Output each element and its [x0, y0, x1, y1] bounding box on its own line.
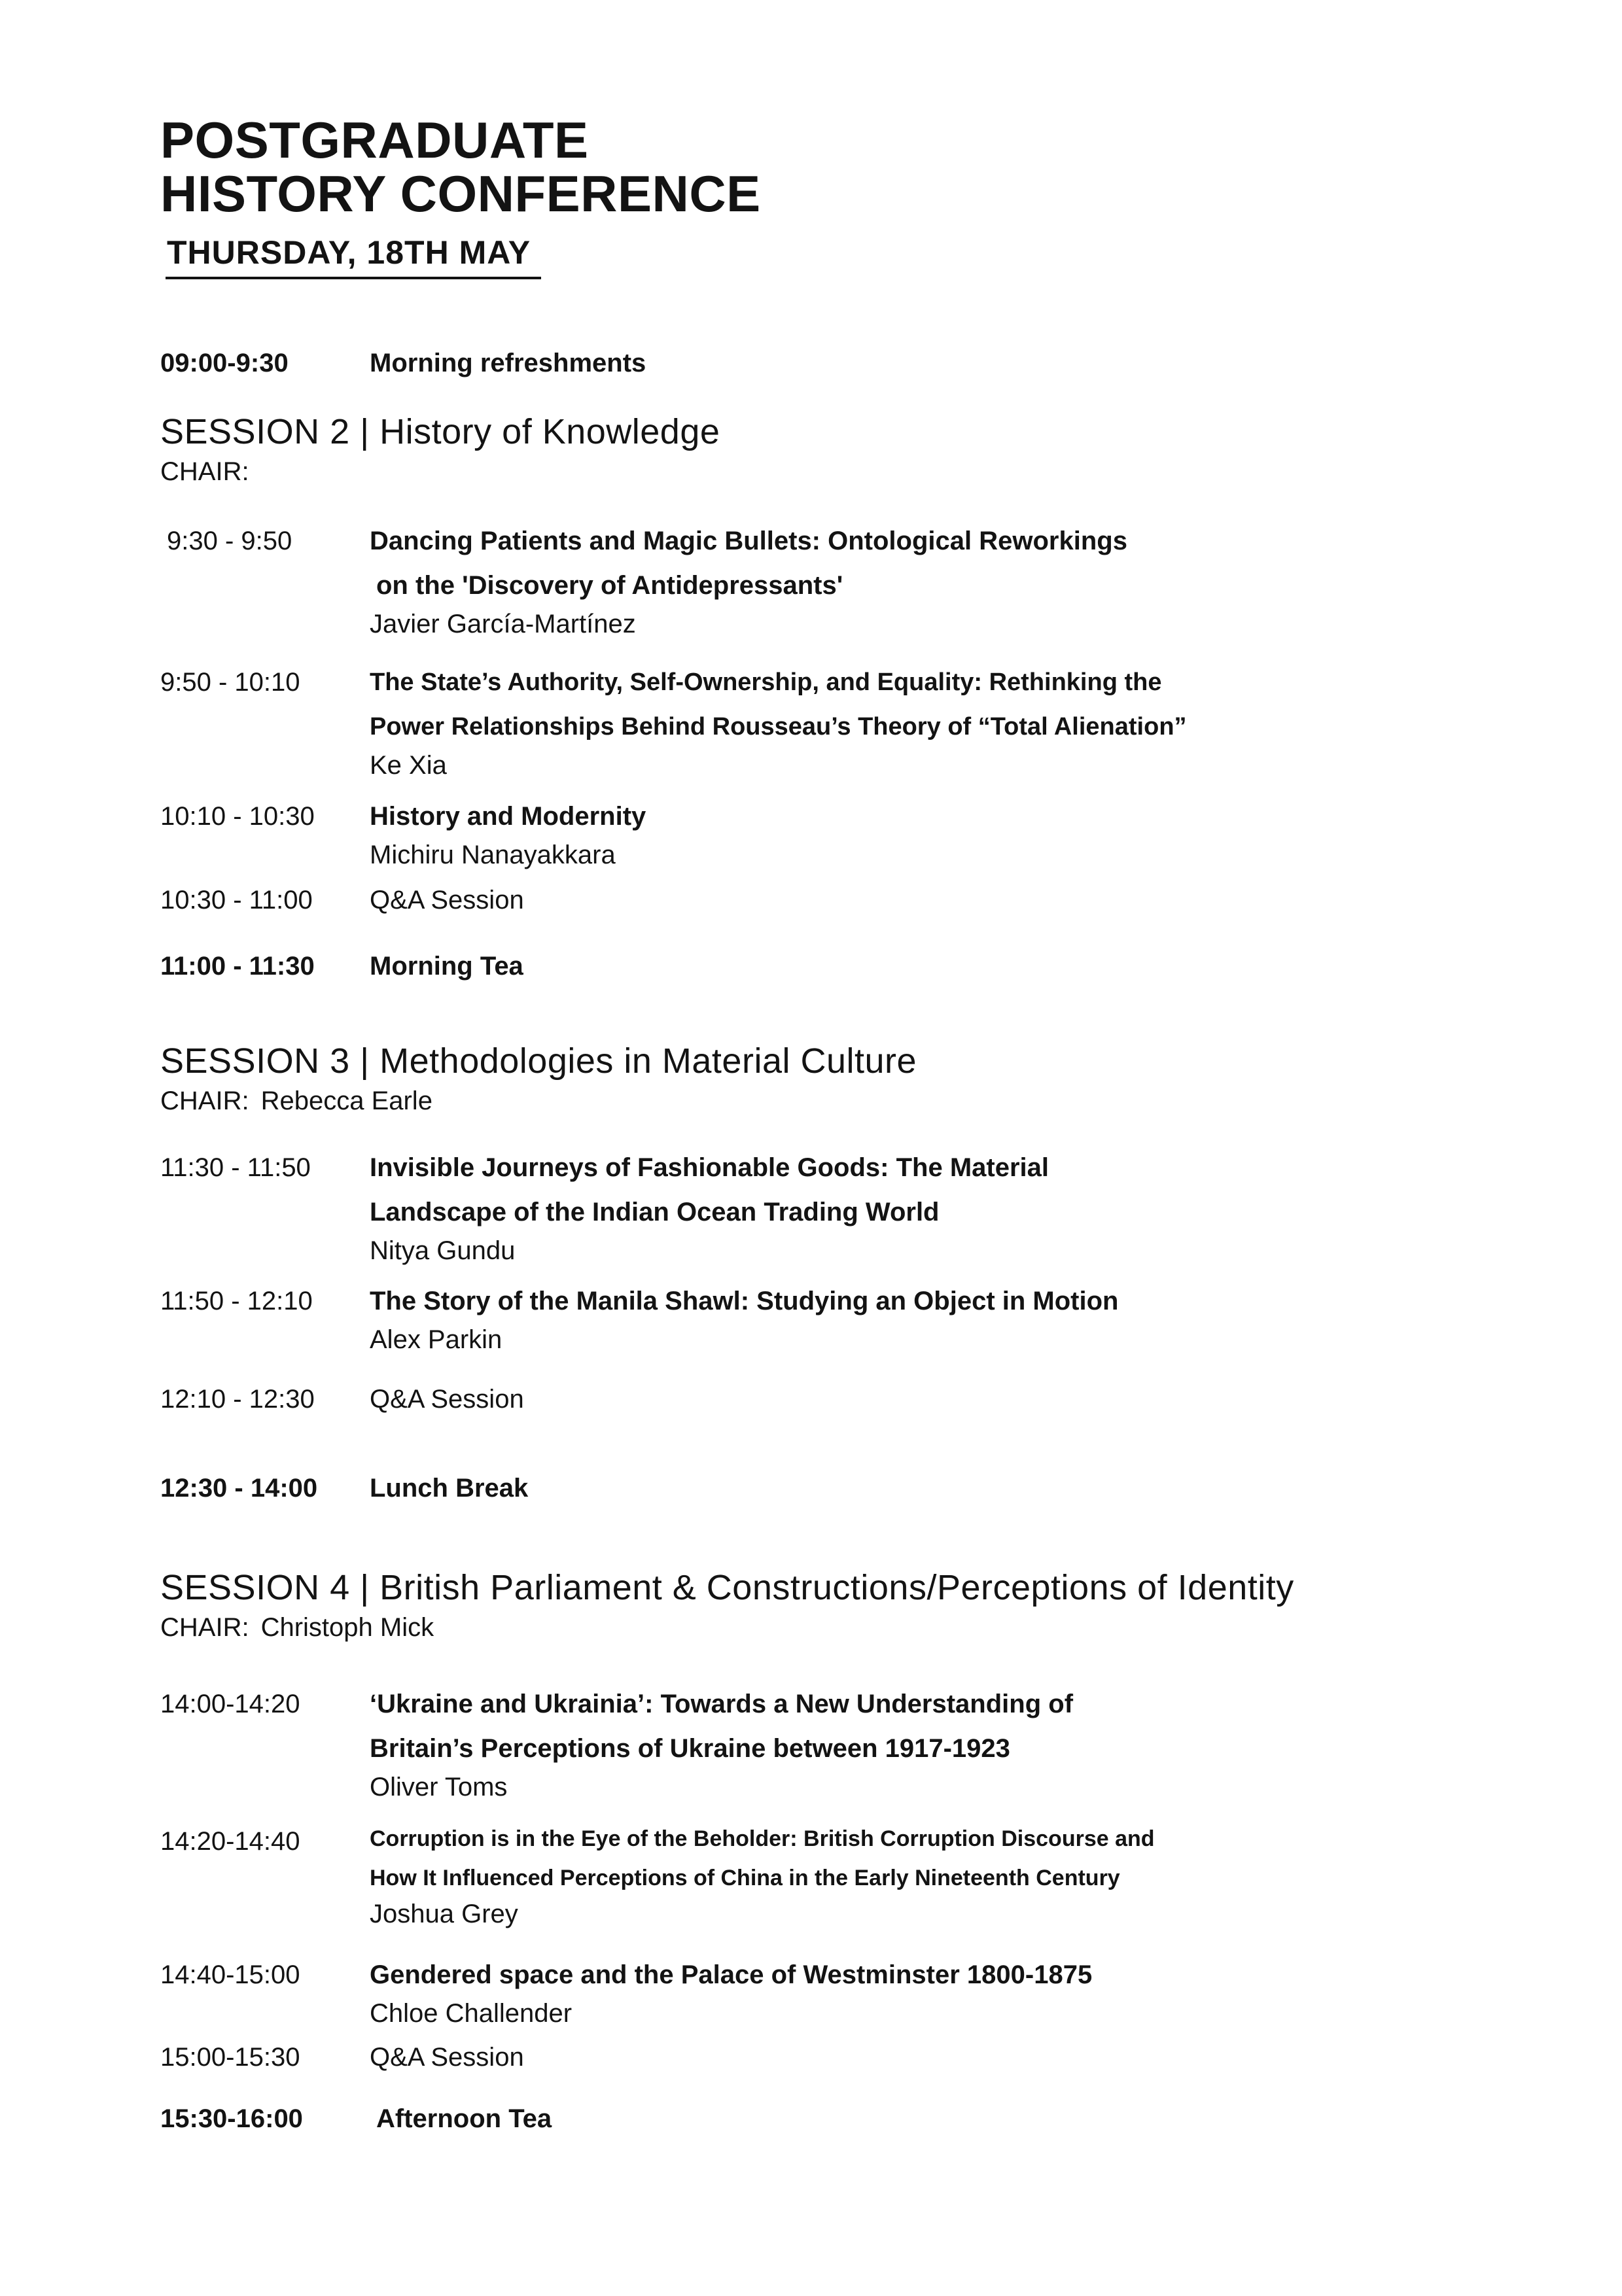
session-heading: SESSION 4 | British Parliament & Constructions/Perceptions of Identity — [160, 1568, 1294, 1607]
time-cell: 14:00-14:20 — [160, 1690, 300, 1718]
talk-title-line: Dancing Patients and Magic Bullets: Ontological Reworkings — [370, 527, 1127, 555]
time-cell: 15:30-16:00 — [160, 2104, 303, 2133]
title-line-2: HISTORY CONFERENCE — [160, 165, 761, 222]
session-4 — [160, 1569, 1570, 2134]
time-cell: 11:50 - 12:10 — [160, 1287, 313, 1315]
title-line-1: POSTGRADUATE — [160, 111, 589, 169]
speaker-name: Oliver Toms — [370, 1773, 508, 1801]
event-label: Q&A Session — [370, 886, 524, 914]
session-2 — [160, 413, 1570, 982]
talk-title-line: ‘Ukraine and Ukrainia’: Towards a New Understanding of — [370, 1690, 1074, 1718]
talk-title-line: Invisible Journeys of Fashionable Goods: The Material — [370, 1153, 1049, 1182]
event-label: Morning refreshments — [370, 349, 646, 377]
talk-row — [160, 519, 1570, 640]
talk-title-line: Gendered space and the Palace of Westminster 1800-1875 — [370, 1960, 1093, 1989]
talk-row — [160, 1682, 1570, 1803]
speaker-name: Nitya Gundu — [370, 1236, 516, 1265]
talk-row — [160, 794, 1570, 871]
chair-name: Christoph Mick — [260, 1613, 434, 1642]
qa-row — [160, 2042, 1570, 2073]
event-label: Q&A Session — [370, 2043, 524, 2072]
talk-title-line: The Story of the Manila Shawl: Studying an Object in Motion — [370, 1287, 1119, 1315]
talk-row — [160, 1953, 1570, 2030]
time-cell: 9:30 - 9:50 — [167, 527, 292, 555]
speaker-name: Javier García-Martínez — [370, 610, 636, 638]
talk-title-line: Power Relationships Behind Rousseau’s Theory of “Total Alienation” — [370, 713, 1187, 740]
break-row — [160, 2103, 1570, 2134]
speaker-name: Michiru Nanayakkara — [370, 841, 616, 869]
talk-row — [160, 1145, 1570, 1267]
speaker-name: Chloe Challender — [370, 1999, 573, 2028]
talk-body — [370, 660, 1570, 782]
talk-body — [370, 1682, 1570, 1803]
event-label: Morning Tea — [370, 952, 523, 981]
time-cell: 11:00 - 11:30 — [160, 952, 315, 981]
session-heading: SESSION 2 | History of Knowledge — [160, 412, 720, 451]
chair-label: CHAIR: — [160, 457, 249, 486]
break-row — [160, 1472, 1570, 1504]
time-cell: 10:30 - 11:00 — [160, 886, 313, 914]
chair-label: CHAIR: — [160, 1087, 249, 1115]
chair-row — [160, 456, 1570, 487]
talk-body — [370, 1279, 1570, 1356]
conference-date: THURSDAY, 18TH MAY — [166, 234, 541, 279]
talk-title-line: The State’s Authority, Self-Ownership, and Equality: Rethinking the — [370, 669, 1162, 696]
time-cell: 10:10 - 10:30 — [160, 802, 315, 831]
talk-body — [370, 1145, 1570, 1267]
chair-row — [160, 1612, 1570, 1643]
talk-body — [370, 519, 1570, 640]
speaker-name: Joshua Grey — [370, 1900, 518, 1928]
time-cell: 14:40-15:00 — [160, 1960, 300, 1989]
talk-row — [160, 1819, 1570, 1930]
talk-body — [370, 794, 1570, 871]
qa-row — [160, 884, 1570, 916]
session-heading: SESSION 3 | Methodologies in Material Culture — [160, 1041, 917, 1081]
talk-body — [370, 1953, 1570, 2030]
break-row — [160, 950, 1570, 982]
chair-name: Rebecca Earle — [260, 1087, 432, 1115]
time-cell: 12:30 - 14:00 — [160, 1474, 318, 1503]
talk-row — [160, 1279, 1570, 1356]
speaker-name: Ke Xia — [370, 751, 447, 780]
time-cell: 15:00-15:30 — [160, 2043, 300, 2072]
talk-title-line: Landscape of the Indian Ocean Trading World — [370, 1198, 940, 1226]
page-title — [160, 113, 1570, 220]
session-3 — [160, 1042, 1570, 1504]
talk-title-line: Corruption is in the Eye of the Beholder: British Corruption Discourse and — [370, 1826, 1155, 1851]
event-label: Afternoon Tea — [376, 2104, 552, 2133]
talk-body — [370, 1819, 1570, 1930]
time-cell: 11:30 - 11:50 — [160, 1153, 311, 1182]
talk-title-line: Britain’s Perceptions of Ukraine between 1917-1923 — [370, 1734, 1010, 1763]
chair-row — [160, 1085, 1570, 1117]
talk-title-line: History and Modernity — [370, 802, 646, 831]
time-cell: 09:00-9:30 — [160, 349, 289, 377]
qa-row — [160, 1383, 1570, 1415]
schedule-row-morning-refreshments — [160, 347, 1570, 379]
talk-title-line: on the 'Discovery of Antidepressants' — [376, 571, 843, 600]
chair-label: CHAIR: — [160, 1613, 249, 1642]
event-label: Lunch Break — [370, 1474, 529, 1503]
time-cell: 14:20-14:40 — [160, 1827, 300, 1856]
talk-title-line: How It Influenced Perceptions of China in the Early Nineteenth Century — [370, 1866, 1120, 1890]
event-label: Q&A Session — [370, 1385, 524, 1414]
talk-row — [160, 660, 1570, 782]
time-cell: 9:50 - 10:10 — [160, 668, 300, 697]
time-cell: 12:10 - 12:30 — [160, 1385, 315, 1414]
speaker-name: Alex Parkin — [370, 1325, 502, 1354]
